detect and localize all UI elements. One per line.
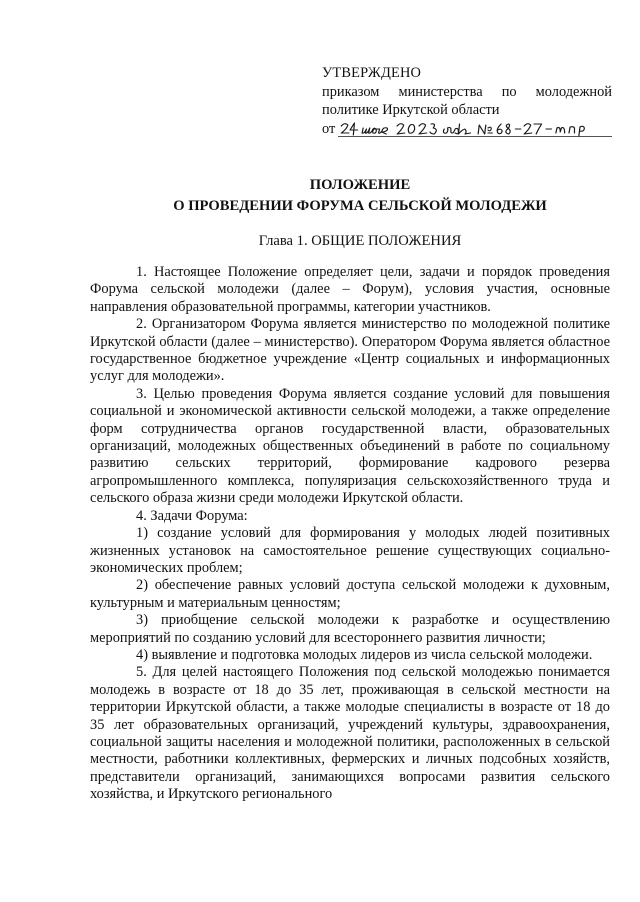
chapter-heading: Глава 1. ОБЩИЕ ПОЛОЖЕНИЯ xyxy=(258,233,462,249)
paragraph: 4. Задачи Форума: xyxy=(136,507,248,524)
document-body xyxy=(90,264,610,804)
approval-block xyxy=(322,64,612,138)
paragraph: 1. Настоящее Положение определяет цели, задачи и порядок проведения Форума сельской молодежи (далее – Форум), условия участия, основные направления образовательной программы, категории участников. xyxy=(90,264,610,315)
paragraph: 2. Организатором Форума является министерство по молодежной политике Иркутской области (далее – министерство). Оператором Форума является областное государственное бюджетное учреждение «Центр социальных и информационных услуг для молодежи». xyxy=(90,316,610,385)
approval-date-prefix: от xyxy=(322,120,336,137)
paragraph: 4) выявление и подготовка молодых лидеров из числа сельской молодежи. xyxy=(136,646,593,663)
paragraph: 2) обеспечение равных условий доступа сельской молодежи к духовным, культурным и материальным ценностям; xyxy=(90,577,610,611)
document-title-line-1: ПОЛОЖЕНИЕ xyxy=(309,177,411,193)
paragraph: 1) создание условий для формирования у молодых людей позитивных жизненных установок на самостоятельное решение существующих социально-экономических проблем; xyxy=(90,525,610,576)
approval-stamp: УТВЕРЖДЕНО xyxy=(322,65,422,81)
paragraph: 3. Целью проведения Форума является создание условий для повышения социальной и экономической активности сельской молодежи, а также определение форм сотрудничества органов государственной власти, образовательных организаций, молодежных общественных объединений в работе по социальному развитию сельских территорий, формирование кадрового резерва агропромышленного комплекса, популяризация сельскохозяйственного труда и сельского образа жизни среди молодежи Иркутской области. xyxy=(90,385,610,507)
handwritten-date-and-number xyxy=(338,120,612,138)
document-title-line-2: О ПРОВЕДЕНИИ ФОРУМА СЕЛЬСКОЙ МОЛОДЕЖИ xyxy=(173,198,547,214)
document-title xyxy=(90,175,630,217)
approval-date-line xyxy=(322,120,612,139)
paragraph: 5. Для целей настоящего Положения под сельской молодежью понимается молодежь в возрасте от 18 до 35 лет, проживающая в сельской местности на территории Иркутской области, а также молодые специалисты в возрасте от 18 до 35 лет образовательных организаций, учреждений культуры, здравоохранения, социальной защиты населения и молодежной политики, расположенных в сельской местности, работники коллективных, фермерских и личных подсобных хозяйств, представители организаций, занимающихся вопросами развития сельского хозяйства, и Иркутского регионального xyxy=(90,664,610,803)
approval-ministry-line: политике Иркутской области xyxy=(322,102,500,118)
approval-order-line: приказом министерства по молодежной xyxy=(322,83,612,100)
paragraph: 3) приобщение сельской молодежи к разработке и осуществлению мероприятий по созданию условий для всестороннего развития личности; xyxy=(90,612,610,646)
